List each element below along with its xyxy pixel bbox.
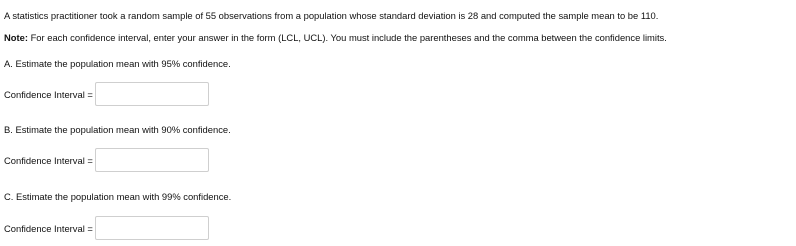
part-b-question: B. Estimate the population mean with 90% confidence.	[4, 124, 231, 135]
part-a-answer-label: Confidence Interval =	[4, 88, 93, 100]
part-c-confidence-interval-input[interactable]	[95, 216, 209, 240]
part-c-question: C. Estimate the population mean with 99% confidence.	[4, 191, 232, 202]
part-a-question: A. Estimate the population mean with 95% confidence.	[4, 58, 231, 69]
note-line	[4, 32, 667, 44]
part-c-answer-label: Confidence Interval =	[4, 222, 93, 234]
part-b-confidence-interval-input[interactable]	[95, 148, 209, 172]
part-b-answer-row	[4, 148, 209, 172]
problem-intro: A statistics practitioner took a random sample of 55 observations from a population whose standard deviation is 28 and computed the sample mean to be 110.	[4, 10, 659, 21]
note-label: Note:	[4, 32, 28, 43]
note-text: For each confidence interval, enter your answer in the form (LCL, UCL). You must include the parentheses and the comma between the confidence limits.	[27, 32, 667, 43]
part-b-answer-label: Confidence Interval =	[4, 154, 93, 166]
part-a-confidence-interval-input[interactable]	[95, 82, 209, 106]
part-c-answer-row	[4, 216, 209, 240]
part-a-answer-row	[4, 82, 209, 106]
